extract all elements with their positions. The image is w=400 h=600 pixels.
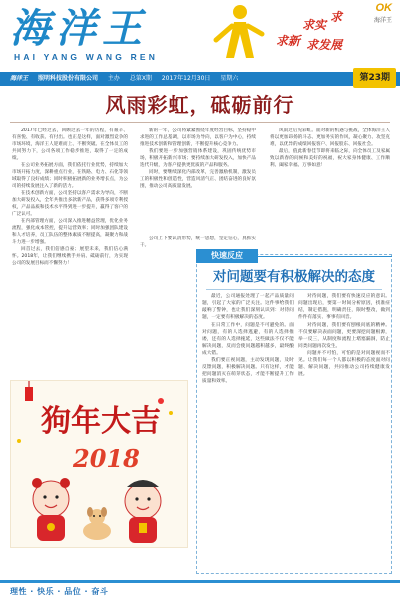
info-bar [0, 72, 400, 86]
slogan-extra: 求 [330, 10, 343, 24]
quick-reaction-divider [206, 289, 382, 290]
main-headline: 风雨彩虹，砥砺前行 [105, 93, 295, 117]
quick-reaction-tab-line [258, 256, 392, 257]
paragraph: 对待问题，我们要有快速反应的意识。问题出现后，要第一时间分析原因，找准症结，制定措施，明确责任，限时整改，做到件件有落实、事事有回音。 [298, 294, 390, 320]
new-year-greeting: 狗年大吉 [41, 404, 161, 439]
paragraph: 在公司业务拓展方面，我们依托行业优势，持续加大市场开拓力度，深耕重点行业，在铁路、电力、石化等领域取得了良好成绩；同时积极拓展新的业务增长点，为公司的持续发展注入了新的活力。 [12, 163, 128, 189]
slogan-3: 求发展 [306, 38, 343, 52]
slogan-2: 求新 [276, 34, 301, 48]
footer-motto: 理性 · 快乐 · 品位 · 奋斗 [10, 587, 109, 596]
info-date: 2017年12月30日 [161, 75, 211, 82]
article-column-3 [270, 128, 390, 238]
cartoon-kid-right-icon [125, 480, 161, 543]
quick-reaction-column-1 [202, 293, 294, 571]
info-weekday: 星期六 [220, 75, 239, 82]
quick-reaction-title: 对问题要有积极解决的态度 [213, 269, 375, 285]
ok-badge-sub: 海洋王 [373, 17, 392, 24]
info-brand: 海洋王 [10, 75, 29, 82]
paragraph: 对待问题，我们要有刨根问底的精神。不仅要解决表面问题，更要深挖问题根源，举一反三，从制度和流程上堵塞漏洞，防止同类问题再次发生。 [298, 322, 390, 349]
page-number-badge: 第23期 [353, 68, 396, 88]
paragraph: 在技术创新方面，公司坚持以客户需求为导向，不断加大研发投入，全年共推出多款新产品，获得多项专利授权，产品品质和技术水平得到进一步提升，赢得了客户的广泛认可。 [12, 191, 128, 217]
quick-reaction-tab: 快速反应 [196, 249, 258, 263]
paragraph: 同时，要继续深化内部改革，完善激励机制，激发员工的积极性和创造性，营造风清气正、团结奋进的良好氛围，推动公司高质量发展。 [140, 170, 256, 190]
slogan-1: 求实 [302, 18, 327, 32]
newspaper-title: 海洋王 [10, 5, 148, 52]
ok-badge: OK [375, 2, 392, 14]
paragraph: 公司上下要认清形势，统一思想，坚定信心，真抓实干。 [140, 236, 256, 248]
quick-reaction-column-2 [298, 293, 390, 571]
paragraph: 风雨过后见彩虹。面对新的机遇与挑战，全体海洋王人将以更加昂扬的斗志、更加务实的作风，凝心聚力、攻坚克难，以优异的成绩回报客户、回报股东、回报社会。 [270, 128, 390, 147]
slogan-block [272, 2, 396, 72]
new-year-year: 2018 [73, 444, 140, 473]
paragraph: 最后，值此新春佳节即将来临之际，向全体员工及家属致以新春的问候和美好的祝福，祝大家身体健康、工作顺利、阖家幸福、万事如意！ [270, 149, 390, 169]
paragraph: 在内部管理方面，公司深入推进精益管理，优化业务流程，强化成本管控，提升运营效率；同时加强团队建设和人才培养，员工队伍的整体素质不断提高，凝聚力和战斗力进一步增强。 [12, 219, 128, 245]
headline-divider [10, 122, 390, 123]
info-company: 照明科技股份有限公司 [37, 75, 98, 82]
info-item-2: 总第X期 [129, 75, 152, 82]
paragraph: 2017年已经过去，回顾过去一年的历程，有艰辛、有喜悦、有收获、有付出。也正是这样，面对激烈竞争的市场环境，海洋王人迎难而上、不断突破。在全体员工的共同努力下，公司各项工作稳步推进，取得了一定的成绩。 [12, 128, 128, 161]
cartoon-kid-left-icon [32, 478, 70, 541]
paragraph: 我们要进一步加强营销体系建设，巩固传统优势市场，积极开拓新兴市场；要持续加大研发投入，加快产品迭代升级，为客户提供更优质的产品和服务。 [140, 149, 256, 169]
paragraph: 新的一年，公司将紧紧围绕年度经营目标，坚持稳中求进的工作总基调，以市场为导向，以客户为中心，持续推进技术创新和管理创新，不断提升核心竞争力。 [140, 128, 256, 147]
footer [0, 580, 400, 600]
article-column-2 [140, 128, 256, 248]
paragraph: 我们要正视问题，主动发现问题，及时反馈问题，积极解决问题。只有这样，才能把问题消灭在萌芽状态，才能不断提升工作质量和效率。 [202, 358, 294, 384]
paragraph: 回首过去，我们倍感自豪；展望未来，我们信心满怀。2018年，让我们继续携手并肩、砥砺前行，为实现公司的发展目标而不懈努力！ [12, 247, 128, 267]
paragraph: 问题并不可怕，可怕的是对问题视而不见。让我们每一个人都以积极的态度面对问题、解决问题，共同推动公司持续健康发展。 [298, 351, 390, 377]
new-year-illustration [10, 380, 188, 548]
newspaper-subtitle: HAI YANG WANG REN [14, 52, 159, 62]
info-item-1: 主办 [107, 75, 120, 82]
puppy-icon [83, 507, 111, 540]
new-year-art-icon [11, 381, 188, 548]
running-person-logo-icon [206, 0, 266, 70]
masthead [0, 0, 400, 88]
paragraph: 最近，公司通报处理了一起产品质量问题，引起了大家的广泛关注。这件事给我们敲响了警钟，也让我们深刻认识到：对待问题，一定要有积极解决的态度。 [202, 294, 294, 320]
article-column-1 [12, 128, 128, 378]
paragraph: 在日常工作中，问题是不可避免的。面对问题，有的人选择逃避，有的人选择推诿，还有的人选择拖延，这些做法不仅不能解决问题，反而会使问题越积越多，最终酿成大错。 [202, 322, 294, 356]
